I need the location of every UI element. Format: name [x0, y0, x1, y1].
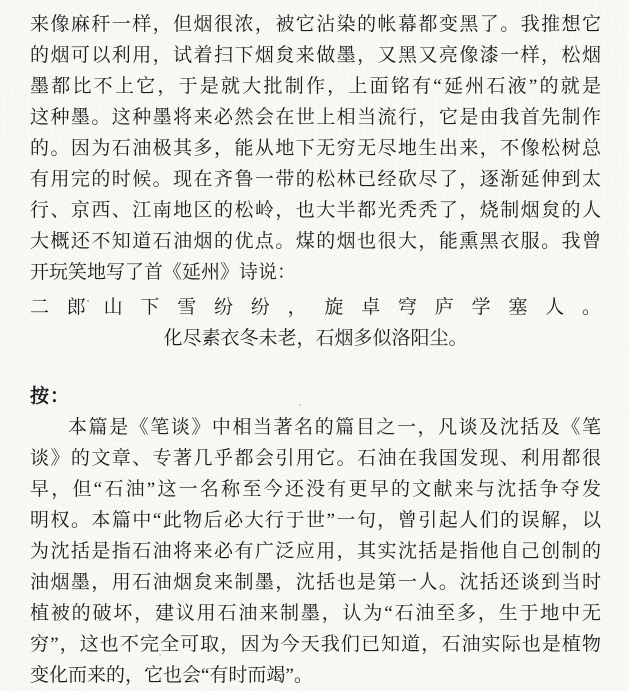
text-line: 变化而来的，它也会“有时而竭”。 — [30, 665, 313, 686]
text-line: 油烟墨，用石油烟炱来制墨，沈括也是第一人。沈括还谈到当时 — [30, 572, 601, 593]
text-line: 墨都比不上它，于是就大批制作，上面铭有“延州石液”的就是 — [30, 76, 601, 97]
text-line: 这种墨。这种墨将来必然会在世上相当流行，它是由我首先制作 — [30, 107, 601, 128]
text-line: 化尽素衣冬未老，石烟多似洛阳尘。 — [163, 328, 468, 349]
text-line: 来像麻秆一样，但烟很浓，被它沾染的帐幕都变黑了。我推想它 — [30, 14, 601, 35]
text-line: 二郎山下雪纷纷，旋卓穹庐学塞人。 — [30, 297, 601, 318]
text-line: 开玩笑地写了首《延州》诗说： — [30, 262, 297, 283]
text-line: 的烟可以利用，试着扫下烟炱来做墨，又黑又亮像漆一样，松烟 — [30, 45, 601, 66]
text-line: 行、京西、江南地区的松岭，也大半都光秃秃了，烧制烟炱的人 — [30, 200, 601, 221]
text-line: 为沈括是指石油将来必有广泛应用，其实沈括是指他自己创制的 — [30, 541, 601, 562]
text-line: 早，但“石油”这一名称至今还没有更早的文献来与沈括争夺发 — [30, 479, 601, 500]
text-line: 明权。本篇中“此物后必大行于世”一句，曾引起人们的误解，以 — [30, 510, 601, 531]
annotation-paragraph — [30, 412, 601, 691]
yanzhou-poem — [30, 292, 601, 354]
text-line: 的。因为石油极其多，能从地下无穷无尽地生出来，不像松树总 — [30, 138, 601, 159]
annotation-heading: 按： — [30, 386, 71, 407]
text-line: 植被的破坏，建议用石油来制墨，认为“石油至多，生于地中无 — [30, 603, 601, 624]
main-paragraph — [30, 9, 601, 288]
text-line: 大概还不知道石油烟的优点。煤的烟也很大，能熏黑衣服。我曾 — [30, 231, 601, 252]
text-line: 有用完的时候。现在齐鲁一带的松林已经砍尽了，逐渐延伸到太 — [30, 169, 601, 190]
text-line: 穷”，这也不完全可取，因为今天我们已知道，石油实际也是植物 — [30, 634, 601, 655]
text-line: 本篇是《笔谈》中相当著名的篇目之一，凡谈及沈括及《笔 — [68, 417, 601, 438]
text-line: 谈》的文章、专著几乎都会引用它。石油在我国发现、利用都很 — [30, 448, 601, 469]
